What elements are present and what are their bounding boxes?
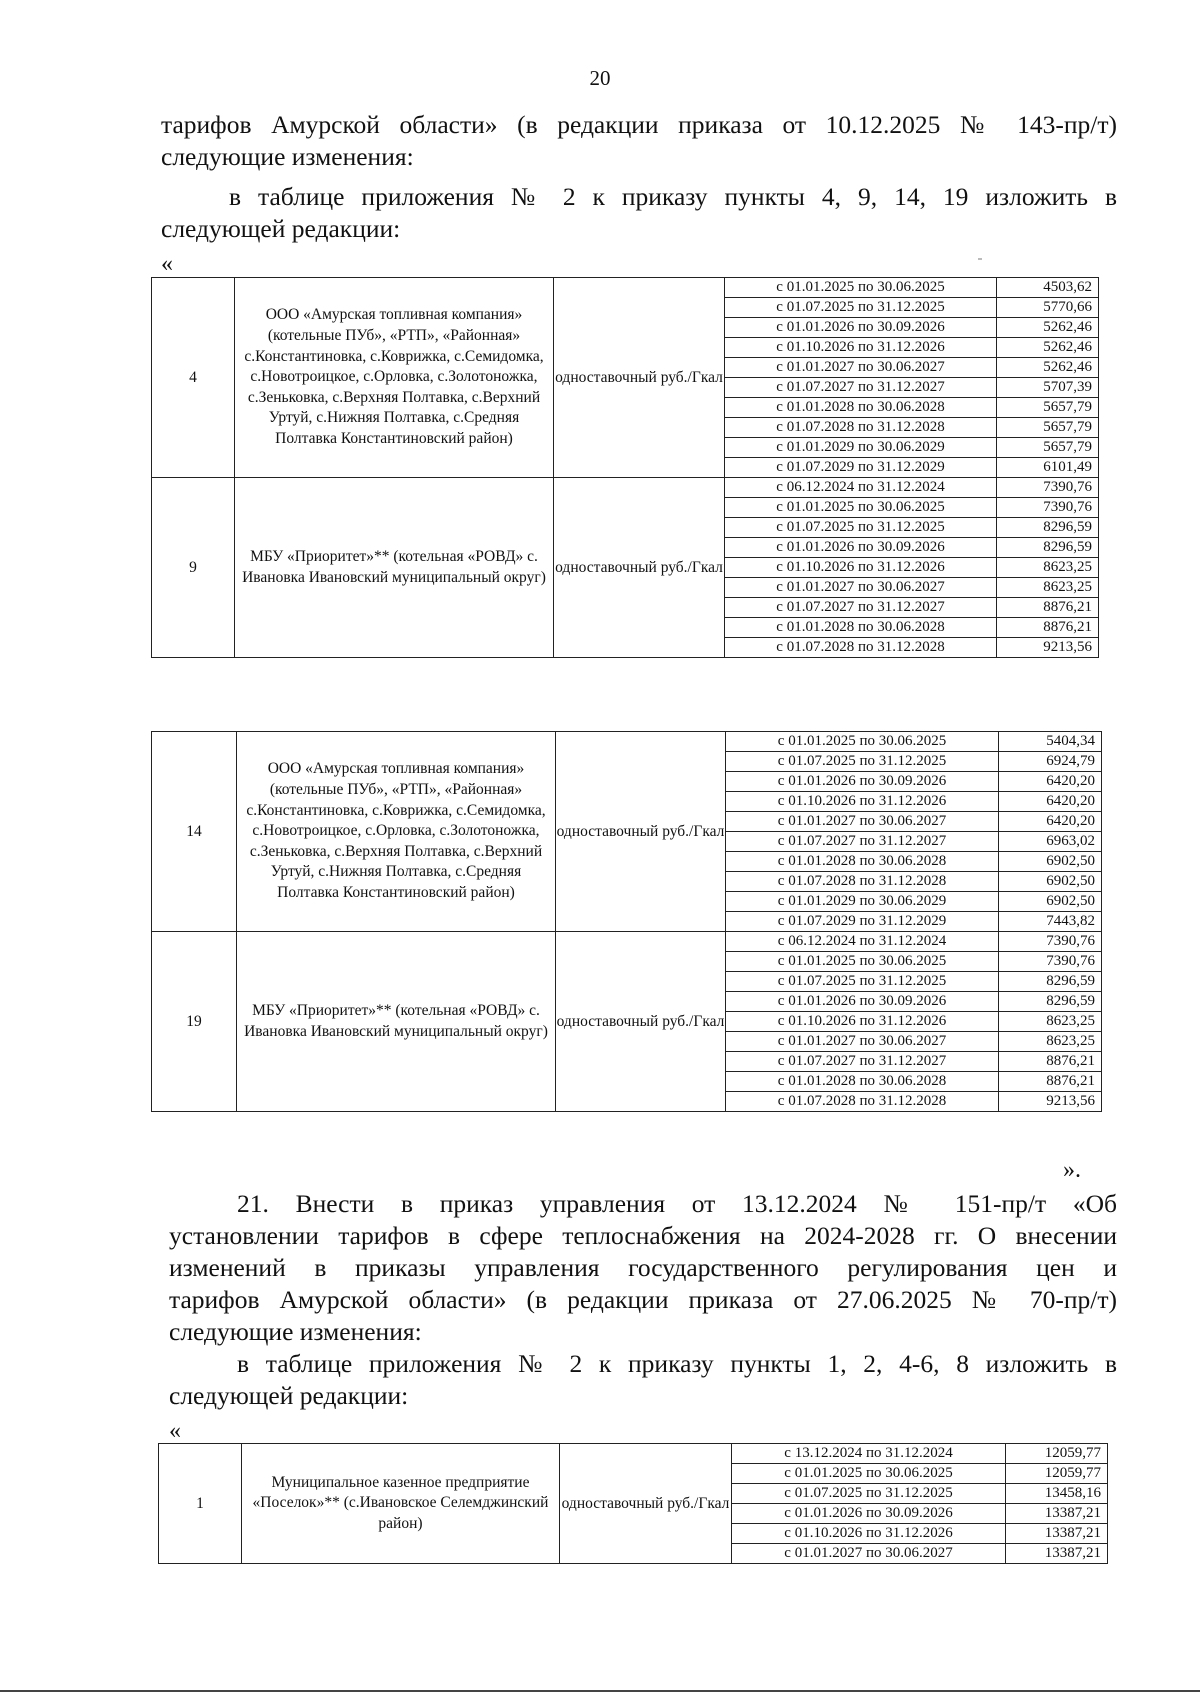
scan-mark [978, 258, 982, 260]
item-number-cell: 4 [152, 278, 235, 478]
period-cell: с 06.12.2024 по 31.12.2024 [725, 478, 997, 498]
organization-cell: МБУ «Приоритет»** (котельная «РОВД» с. Ивановка Ивановский муниципальный округ) [237, 932, 556, 1112]
tariff-value-cell: 9213,56 [999, 1092, 1102, 1112]
period-cell: с 01.01.2028 по 30.06.2028 [726, 852, 999, 872]
organization-cell: Муниципальное казенное предприятие «Поселок»** (с.Ивановское Селемджинский район) [242, 1444, 560, 1564]
period-cell: с 01.01.2027 по 30.06.2027 [726, 1032, 999, 1052]
organization-cell: МБУ «Приоритет»** (котельная «РОВД» с. Ивановка Ивановский муниципальный округ) [235, 478, 554, 658]
item-21-paragraph [169, 1188, 1117, 1348]
period-cell: с 01.01.2028 по 30.06.2028 [725, 618, 997, 638]
period-cell: с 06.12.2024 по 31.12.2024 [726, 932, 999, 952]
table-row [152, 478, 1099, 498]
tariff-value-cell: 8876,21 [997, 598, 1099, 618]
tariff-value-cell: 5657,79 [997, 398, 1099, 418]
tariff-value-cell: 5262,46 [997, 338, 1099, 358]
period-cell: с 01.01.2026 по 30.09.2026 [726, 992, 999, 1012]
intro-line: в таблице приложения № 2 к приказу пункты 4, 9, 14, 19 изложить в [229, 182, 1117, 211]
tariff-table [151, 277, 1099, 658]
open-quote: « [161, 251, 173, 277]
tariff-type-cell: одноставочный руб./Гкал [560, 1444, 732, 1564]
intro-instruction [161, 181, 1117, 245]
table-row [152, 932, 1102, 952]
tariff-value-cell: 8623,25 [999, 1012, 1102, 1032]
table-row [152, 278, 1099, 298]
period-cell: с 01.07.2025 по 31.12.2025 [725, 518, 997, 538]
tariff-value-cell: 5262,46 [997, 358, 1099, 378]
tariff-value-cell: 5262,46 [997, 318, 1099, 338]
tariff-value-cell: 7390,76 [997, 498, 1099, 518]
period-cell: с 01.07.2027 по 31.12.2027 [726, 832, 999, 852]
tariff-value-cell: 8876,21 [999, 1052, 1102, 1072]
period-cell: с 01.07.2028 по 31.12.2028 [726, 872, 999, 892]
period-cell: с 01.01.2026 по 30.09.2026 [725, 538, 997, 558]
tariff-value-cell: 7390,76 [997, 478, 1099, 498]
tariff-value-cell: 9213,56 [997, 638, 1099, 658]
item-21-line: 21. Внести в приказ управления от 13.12.2024 № 151-пр/т «Об [237, 1189, 1117, 1218]
tariff-value-cell: 12059,77 [1006, 1444, 1108, 1464]
tariff-type-cell: одноставочный руб./Гкал [554, 278, 725, 478]
tariff-value-cell: 13387,21 [1006, 1544, 1108, 1564]
period-cell: с 01.07.2025 по 31.12.2025 [725, 298, 997, 318]
intro-line: следующие изменения: [161, 142, 414, 171]
tariff-table [151, 731, 1102, 1112]
tariff-value-cell: 7390,76 [999, 952, 1102, 972]
tariff-value-cell: 6924,79 [999, 752, 1102, 772]
tariff-value-cell: 12059,77 [1006, 1464, 1108, 1484]
item-21-line: установлении тарифов в сфере теплоснабжения на 2024-2028 гг. О внесении [169, 1221, 1117, 1250]
period-cell: с 01.07.2028 по 31.12.2028 [725, 638, 997, 658]
tariff-value-cell: 8876,21 [999, 1072, 1102, 1092]
period-cell: с 01.01.2026 по 30.09.2026 [725, 318, 997, 338]
period-cell: с 01.10.2026 по 31.12.2026 [732, 1524, 1006, 1544]
tariff-value-cell: 5770,66 [997, 298, 1099, 318]
period-cell: с 01.01.2027 по 30.06.2027 [725, 578, 997, 598]
organization-cell: ООО «Амурская топливная компания» (котельные ПУб», «РТП», «Районная» с.Константиновка, с.Коврижка, с.Семидомка, с.Новотроицкое, с.Орловка, с.Золотоножка, с.Зеньковка, с.Верхняя Полтавка, с.Верхний Уртуй, с.Нижняя Полтавка, с.Средняя Полтавка Константиновский район) [237, 732, 556, 932]
page-number: 20 [589, 66, 611, 90]
period-cell: с 01.01.2028 по 30.06.2028 [725, 398, 997, 418]
period-cell: с 01.10.2026 по 31.12.2026 [726, 792, 999, 812]
period-cell: с 01.07.2029 по 31.12.2029 [726, 912, 999, 932]
period-cell: с 01.01.2025 по 30.06.2025 [725, 498, 997, 518]
item-21-line: изменений в приказы управления государственного регулирования цен и [169, 1253, 1117, 1282]
open-quote: « [169, 1418, 181, 1444]
tariff-value-cell: 7390,76 [999, 932, 1102, 952]
close-quote: ». [1063, 1157, 1081, 1183]
period-cell: с 01.07.2028 по 31.12.2028 [725, 418, 997, 438]
tariff-table [158, 1443, 1108, 1564]
tariff-value-cell: 8296,59 [999, 972, 1102, 992]
tariff-value-cell: 6902,50 [999, 892, 1102, 912]
tariff-value-cell: 6963,02 [999, 832, 1102, 852]
item-number-cell: 19 [152, 932, 237, 1112]
tariff-value-cell: 8623,25 [997, 558, 1099, 578]
period-cell: с 01.07.2028 по 31.12.2028 [726, 1092, 999, 1112]
item-21-line: в таблице приложения № 2 к приказу пункты 1, 2, 4-6, 8 изложить в [237, 1349, 1117, 1378]
period-cell: с 01.10.2026 по 31.12.2026 [725, 558, 997, 578]
table-row [152, 732, 1102, 752]
intro-line: тарифов Амурской области» (в редакции приказа от 10.12.2025 № 143-пр/т) [161, 110, 1117, 139]
item-number-cell: 14 [152, 732, 237, 932]
period-cell: с 01.01.2026 по 30.09.2026 [732, 1504, 1006, 1524]
table-row [159, 1444, 1108, 1464]
tariff-value-cell: 13458,16 [1006, 1484, 1108, 1504]
tariff-value-cell: 8623,25 [999, 1032, 1102, 1052]
period-cell: с 01.07.2027 по 31.12.2027 [725, 598, 997, 618]
period-cell: с 01.01.2025 по 30.06.2025 [726, 732, 999, 752]
tariff-value-cell: 4503,62 [997, 278, 1099, 298]
tariff-value-cell: 5657,79 [997, 438, 1099, 458]
period-cell: с 01.10.2026 по 31.12.2026 [725, 338, 997, 358]
tariff-type-cell: одноставочный руб./Гкал [556, 732, 726, 932]
period-cell: с 01.01.2029 по 30.06.2029 [726, 892, 999, 912]
period-cell: с 01.01.2026 по 30.09.2026 [726, 772, 999, 792]
period-cell: с 01.10.2026 по 31.12.2026 [726, 1012, 999, 1032]
tariff-value-cell: 5404,34 [999, 732, 1102, 752]
item-number-cell: 1 [159, 1444, 242, 1564]
intro-line: следующей редакции: [161, 214, 401, 243]
tariff-value-cell: 6420,20 [999, 792, 1102, 812]
scan-edge-line [0, 1690, 1200, 1692]
intro-paragraph [161, 109, 1117, 173]
item-21-line: следующей редакции: [169, 1381, 409, 1410]
tariff-value-cell: 6902,50 [999, 872, 1102, 892]
tariff-value-cell: 5707,39 [997, 378, 1099, 398]
period-cell: с 01.01.2025 по 30.06.2025 [732, 1464, 1006, 1484]
tariff-value-cell: 13387,21 [1006, 1504, 1108, 1524]
period-cell: с 01.07.2025 по 31.12.2025 [726, 972, 999, 992]
item-21-instruction [169, 1348, 1117, 1412]
period-cell: с 01.01.2025 по 30.06.2025 [725, 278, 997, 298]
tariff-value-cell: 5657,79 [997, 418, 1099, 438]
period-cell: с 01.01.2027 по 30.06.2027 [725, 358, 997, 378]
period-cell: с 01.01.2029 по 30.06.2029 [725, 438, 997, 458]
period-cell: с 01.01.2028 по 30.06.2028 [726, 1072, 999, 1092]
tariff-value-cell: 8296,59 [999, 992, 1102, 1012]
tariff-value-cell: 8623,25 [997, 578, 1099, 598]
tariff-value-cell: 8296,59 [997, 518, 1099, 538]
tariff-type-cell: одноставочный руб./Гкал [554, 478, 725, 658]
period-cell: с 01.01.2027 по 30.06.2027 [732, 1544, 1006, 1564]
tariff-value-cell: 8296,59 [997, 538, 1099, 558]
item-21-line: следующие изменения: [169, 1317, 422, 1346]
tariff-type-cell: одноставочный руб./Гкал [556, 932, 726, 1112]
period-cell: с 01.07.2025 по 31.12.2025 [726, 752, 999, 772]
period-cell: с 01.07.2027 по 31.12.2027 [726, 1052, 999, 1072]
tariff-value-cell: 6101,49 [997, 458, 1099, 478]
item-21-line: тарифов Амурской области» (в редакции приказа от 27.06.2025 № 70-пр/т) [169, 1285, 1117, 1314]
period-cell: с 01.07.2025 по 31.12.2025 [732, 1484, 1006, 1504]
tariff-value-cell: 6420,20 [999, 812, 1102, 832]
period-cell: с 01.07.2027 по 31.12.2027 [725, 378, 997, 398]
tariff-value-cell: 13387,21 [1006, 1524, 1108, 1544]
item-number-cell: 9 [152, 478, 235, 658]
organization-cell: ООО «Амурская топливная компания» (котельные ПУб», «РТП», «Районная» с.Константиновка, с.Коврижка, с.Семидомка, с.Новотроицкое, с.Орловка, с.Золотоножка, с.Зеньковка, с.Верхняя Полтавка, с.Верхний Уртуй, с.Нижняя Полтавка, с.Средняя Полтавка Константиновский район) [235, 278, 554, 478]
tariff-value-cell: 6420,20 [999, 772, 1102, 792]
period-cell: с 13.12.2024 по 31.12.2024 [732, 1444, 1006, 1464]
period-cell: с 01.01.2027 по 30.06.2027 [726, 812, 999, 832]
period-cell: с 01.07.2029 по 31.12.2029 [725, 458, 997, 478]
tariff-value-cell: 7443,82 [999, 912, 1102, 932]
tariff-value-cell: 6902,50 [999, 852, 1102, 872]
period-cell: с 01.01.2025 по 30.06.2025 [726, 952, 999, 972]
tariff-value-cell: 8876,21 [997, 618, 1099, 638]
